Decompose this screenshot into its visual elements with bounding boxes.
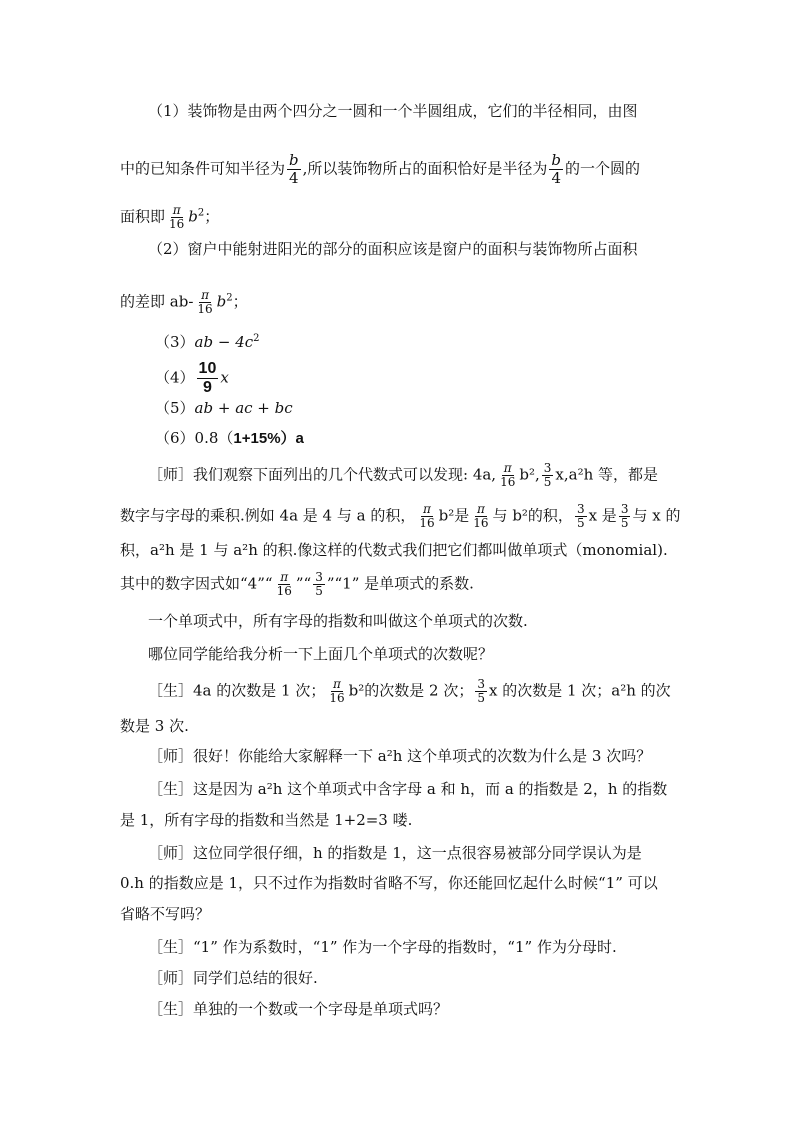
para-line-19: [148, 779, 708, 799]
text: 与 b²的积，: [492, 506, 573, 525]
para-line-21: [148, 843, 708, 863]
text: ［师］很好！你能给大家解释一下 a²h 这个单项式的次数为什么是 3 次吗？: [148, 747, 652, 765]
fraction-3-over-5: $\frac{3}{5}$: [576, 502, 585, 530]
para-line-17: [120, 716, 680, 736]
fraction-3-over-5: $\frac{3}{5}$: [477, 677, 485, 705]
text: 0.8（: [194, 429, 234, 447]
text: 省略不写吗？: [120, 905, 211, 923]
text: （2）窗户中能射进阳光的部分的面积应该是窗户的面积与装饰物所占面积: [148, 240, 638, 258]
text: ”“: [295, 574, 312, 593]
fraction-pi-over-16: $\frac{\pi}{16}$: [419, 502, 435, 530]
text: ”“1” 是单项式的系数.: [326, 574, 474, 593]
text: 积，a²h 是 1 与 a²h 的积.像这样的代数式我们把它们都叫做单项式（monomial).: [120, 541, 668, 559]
text: b²,: [519, 465, 540, 484]
fraction-pi-over-16: $\frac{\pi}{16}$: [197, 288, 213, 316]
item-3: [155, 332, 715, 352]
para-line-15: [148, 644, 708, 664]
text: x,a²h 等，都是: [555, 465, 659, 484]
fraction-b-over-4: $\frac{b}{4}$: [289, 151, 299, 187]
para-line-14: [148, 611, 708, 631]
text: 的差即 ab-: [120, 292, 194, 311]
text: ［师］这位同学很仔细，h 的指数是 1，这一点很容易被部分同学误认为是: [148, 844, 642, 862]
para-line-4: [148, 239, 708, 259]
para-line-25: [148, 968, 708, 988]
para-line-1: [148, 101, 708, 121]
expression: ab − 4c: [194, 333, 254, 351]
text: 哪位同学能给我分析一下上面几个单项式的次数呢？: [148, 645, 494, 663]
text: 其中的数字因式如“4”“: [120, 574, 273, 593]
text: 0.h 的指数应是 1，只不过作为指数时省略不写，你还能回忆起什么时候“1” 可以: [120, 874, 658, 892]
text: （4）: [155, 368, 195, 387]
text: 一个单项式中，所有字母的指数和叫做这个单项式的次数.: [148, 612, 528, 630]
expression: 1+15%）a: [233, 430, 304, 447]
var-b: b: [216, 292, 227, 311]
para-line-24: [148, 937, 708, 957]
text: ,所以装饰物所占的面积恰好是半径为: [302, 159, 548, 178]
text: ［生］单独的一个数或一个字母是单项式吗？: [148, 1000, 449, 1018]
text: ［生］4a 的次数是 1 次；: [148, 681, 326, 700]
fraction-b-over-4: $\frac{b}{4}$: [551, 151, 562, 187]
para-line-23: [120, 904, 680, 924]
exponent: 2: [253, 333, 260, 344]
fraction-10-over-9: $\frac{10}{9}$: [198, 360, 217, 396]
text: 数字与字母的乘积.例如 4a 是 4 与 a 的积，: [120, 506, 416, 525]
text: ；: [204, 207, 220, 226]
para-line-18: [148, 746, 708, 766]
text: 与 x 的: [632, 506, 681, 525]
text: x 是: [588, 506, 617, 525]
para-line-22: [120, 873, 680, 893]
exponent: 2: [226, 292, 233, 304]
text: 是 1，所有字母的指数和当然是 1+2=3 喽.: [120, 811, 413, 829]
text: b²的次数是 2 次；: [348, 681, 474, 700]
item-5: [155, 398, 715, 418]
text: b²是: [438, 506, 470, 525]
para-line-12: [120, 540, 680, 560]
var-x: x: [220, 368, 229, 387]
text: （3）: [155, 333, 195, 351]
para-line-10: [148, 462, 708, 489]
text: ［师］同学们总结的很好.: [148, 969, 318, 987]
para-line-3: [120, 204, 680, 231]
fraction-3-over-5: $\frac{3}{5}$: [315, 570, 323, 598]
var-b: b: [188, 207, 198, 226]
fraction-3-over-5: $\frac{3}{5}$: [620, 502, 629, 530]
text: ［师］我们观察下面列出的几个代数式可以发现: 4a,: [148, 465, 497, 484]
fraction-pi-over-16: $\frac{\pi}{16}$: [500, 461, 516, 489]
text: ［生］“1” 作为系数时，“1” 作为一个字母的指数时，“1” 作为分母时.: [148, 938, 617, 956]
fraction-pi-over-16: $\frac{\pi}{16}$: [276, 570, 292, 598]
fraction-pi-over-16: $\frac{\pi}{16}$: [473, 502, 489, 530]
fraction-3-over-5: $\frac{3}{5}$: [543, 461, 552, 489]
para-line-11: [120, 503, 680, 530]
text: ；: [232, 292, 248, 311]
para-line-16: [148, 678, 708, 705]
text: 面积即: [120, 207, 166, 226]
text: 的一个圆的: [565, 159, 641, 178]
para-line-2: [120, 152, 680, 187]
para-line-13: [120, 571, 680, 598]
text: 数是 3 次.: [120, 717, 189, 735]
text: 中的已知条件可知半径为: [120, 159, 286, 178]
fraction-pi-over-16: $\frac{\pi}{16}$: [169, 203, 185, 231]
exponent: 2: [197, 207, 205, 219]
text: ［生］这是因为 a²h 这个单项式中含字母 a 和 h，而 a 的指数是 2，h 的指数: [148, 780, 668, 798]
para-line-26: [148, 999, 708, 1019]
text: （1）装饰物是由两个四分之一圆和一个半圆组成，它们的半径相同，由图: [148, 102, 638, 120]
fraction-pi-over-16: $\frac{\pi}{16}$: [329, 677, 345, 705]
text: （5）: [155, 399, 195, 417]
para-line-5: [120, 289, 680, 316]
text: （6）: [155, 429, 195, 447]
expression: ab + ac + bc: [194, 399, 293, 417]
item-4: [155, 360, 715, 397]
para-line-20: [120, 810, 680, 830]
item-6: [155, 428, 715, 449]
text: x 的次数是 1 次；a²h 的次: [488, 681, 671, 700]
